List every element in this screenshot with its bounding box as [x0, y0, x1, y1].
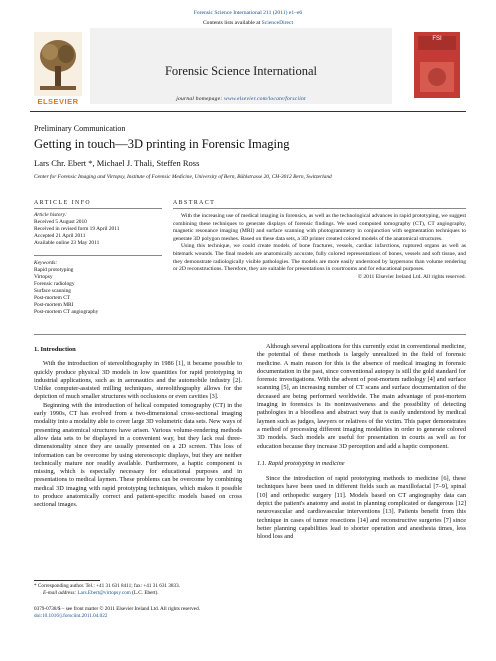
issn-block: [34, 606, 294, 619]
section-heading: 1. Introduction: [34, 346, 76, 353]
abstract-paragraph: With the increasing use of medical imaging in forensics, as well as the technological advances in rapid prototyping, we suggest combining these techniques to generate displays of forensic findings. We used computed tomography (CT), CT angiography, magnetic resonance imaging (MRI) and surface scanning with photogrammetry in conjunction with segmentation techniques to generate 3D polygon meshes. Based on these data sets, a 3D printer created colored models of the anatomical structures.: [173, 213, 466, 242]
subsection-heading: 1.1. Rapid prototyping in medicine: [257, 459, 345, 467]
keyword: Post-mortem CT: [34, 295, 71, 301]
email-suffix: (L.C. Ebert).: [130, 589, 159, 596]
contents-line: [120, 20, 376, 26]
history-received: Received 5 August 2010: [34, 219, 87, 225]
body-paragraph: With the introduction of stereolithography in 1986 [1], it became possible to quickly produce physical 3D models in low quantities for rapid prototyping in industrial applications, such as in aeronautics and the automobile industry [2]. Unlike computer-assisted milling techniques, stereolithography allows for the depiction of much smaller structures with occlusions or even cavities [3].: [34, 360, 242, 401]
article-category: Preliminary Communication: [34, 124, 126, 133]
journal-homepage: [90, 96, 392, 102]
elsevier-logo-text: ELSEVIER: [37, 97, 79, 106]
journal-name: Forensic Science International: [164, 64, 318, 78]
article-history: [34, 212, 164, 247]
footnote: [34, 583, 242, 596]
history-revised: Received in revised form 19 April 2011: [34, 226, 120, 232]
body-paragraph: Although several applications for this currently exist in conventional medicine, the potential of these methods is largely unrealized in the field of forensic medicine. A main reason for this is the absence of medical imaging in forensic documentation in the past, since conventional autopsy is still the gold standard for forensic investigations. With the advent of post-mortem radiology [4] and surface scanning [5], an increasing number of CT scans and surface documentation of the deceased are being performed worldwide. The main advantage of post-mortem imaging in forensics is its noninvasiveness and the possibility of detecting pathologies in a bloodless and abstract way that is easily understood by medical laymen such as judges, lawyers or relatives of the victim. This paper demonstrates a method of processing different imaging modalities in order to generate colored 3D models. Such models are useful for presentation in courts as well as for education because they increase 3D perception and add a haptic component.: [257, 343, 466, 450]
keyword: Virtopsy: [34, 274, 53, 280]
contents-prefix: Contents lists available at: [202, 20, 262, 26]
footnote-divider: [34, 580, 100, 581]
keyword: Rapid prototyping: [34, 267, 74, 273]
affiliation: Center for Forensic Imaging and Virtopsy, Institute of Forensic Medicine, University of Bern, Bühlstrasse 20, CH-3012 Bern, Switzerland: [34, 174, 332, 180]
abstract-heading: ABSTRACT: [173, 200, 216, 206]
email-line: [34, 590, 242, 597]
keyword: Forensic radiology: [34, 281, 75, 287]
info-divider: [34, 208, 162, 209]
abstract-bottom-divider: [34, 334, 466, 335]
right-column: [257, 343, 466, 542]
body-paragraph: Beginning with the introduction of helical computed tomography (CT) in the early 1990s, CT has evolved from a two-dimensional cross-sectional imaging modality into a modality able to cover large 3D volumetric data sets. New ways of presenting anatomical structures have arisen. Various volume-rendering methods allow data sets to be displayed in a convenient way, but they lack real three-dimensionality since they are usually presented on a 2D screen. This loss of information can be overcome by using stereoscopic displays, but they are neither technically mature nor readily available. Furthermore, a haptic component is missing, which is especially necessary for educational purposes and in presentations to medical laymen. These problems can be overcome by combining medical 3D imaging with rapid prototyping techniques, which makes it possible to produce anatomically correct and patient-specific models based on cross sectional images.: [34, 401, 242, 509]
copyright: © 2011 Elsevier Ireland Ltd. All rights reserved.: [357, 273, 466, 280]
corresponding-author: * Corresponding author. Tel.: +41 31 631 8411; fax: +41 31 631 3833.: [34, 583, 180, 589]
elsevier-tree-logo: [34, 32, 82, 96]
keywords: [34, 260, 164, 316]
doi-link[interactable]: doi:10.1016/j.forsciint.2011.04.022: [34, 612, 108, 619]
keyword: Surface scanning: [34, 288, 71, 294]
author-list: Lars Chr. Ebert *, Michael J. Thali, Steffen Ross: [34, 158, 200, 168]
keywords-label: Keywords:: [34, 260, 58, 266]
running-head[interactable]: Forensic Science International 211 (2011) e1–e6: [193, 10, 303, 16]
history-label: Article history:: [34, 212, 67, 218]
keywords-divider: [34, 255, 162, 256]
header-divider: [30, 111, 466, 112]
email-link[interactable]: Lars.Ebert@virtopsy.com: [77, 589, 131, 596]
issn-line: 0379-0738/$ – see front matter © 2011 Elsevier Ireland Ltd. All rights reserved.: [34, 606, 200, 612]
homepage-link[interactable]: www.elsevier.com/locate/forsciint: [224, 96, 306, 102]
article-info-heading: ARTICLE INFO: [34, 200, 92, 206]
left-column: [34, 346, 242, 510]
email-label: E-mail address:: [43, 589, 78, 596]
abstract-divider: [173, 208, 466, 209]
history-online: Available online 23 May 2011: [34, 240, 100, 246]
abstract-text: [173, 213, 466, 281]
keyword: Post-mortem MRI: [34, 302, 74, 308]
homepage-prefix: journal homepage:: [176, 96, 225, 102]
cover-title: FSI: [432, 36, 442, 42]
sciencedirect-link[interactable]: ScienceDirect: [261, 20, 294, 26]
body-paragraph: Since the introduction of rapid prototyping methods to medicine [6], these techniques have been used in different fields such as maxillofacial [7–9], spinal [10] and orthopedic surgery [11]. Models based on CT angiography data can depict the patient's anatomy and assist in planning complicated or dangerous [12] neurovascular and cardiovascular interventions [13]. Patients benefit from this technique in cases of tumor resections [14] and reconstructive surgeries [7] since better planning capabilities lead to shorter operation and anesthesia times, less blood loss and: [257, 475, 466, 541]
abstract-paragraph: Using this technique, we could create models of bone fractures, vessels, cardiac infarctions, ruptured organs as well as bitemark wounds. The final models are anatomically accurate, fully colored representations of bones, vessels and soft tissue, and they demonstrate radiologically visible pathologies. The models are more easily understood by laypersons than volume rendering or 2D reconstructions. Therefore, they are suitable for presentations in courtrooms and for educational purposes.: [173, 243, 466, 273]
keyword: Post-mortem CT angiography: [34, 309, 99, 315]
history-accepted: Accepted 21 April 2011: [34, 233, 86, 239]
article-title: Getting in touch—3D printing in Forensic Imaging: [34, 137, 290, 151]
